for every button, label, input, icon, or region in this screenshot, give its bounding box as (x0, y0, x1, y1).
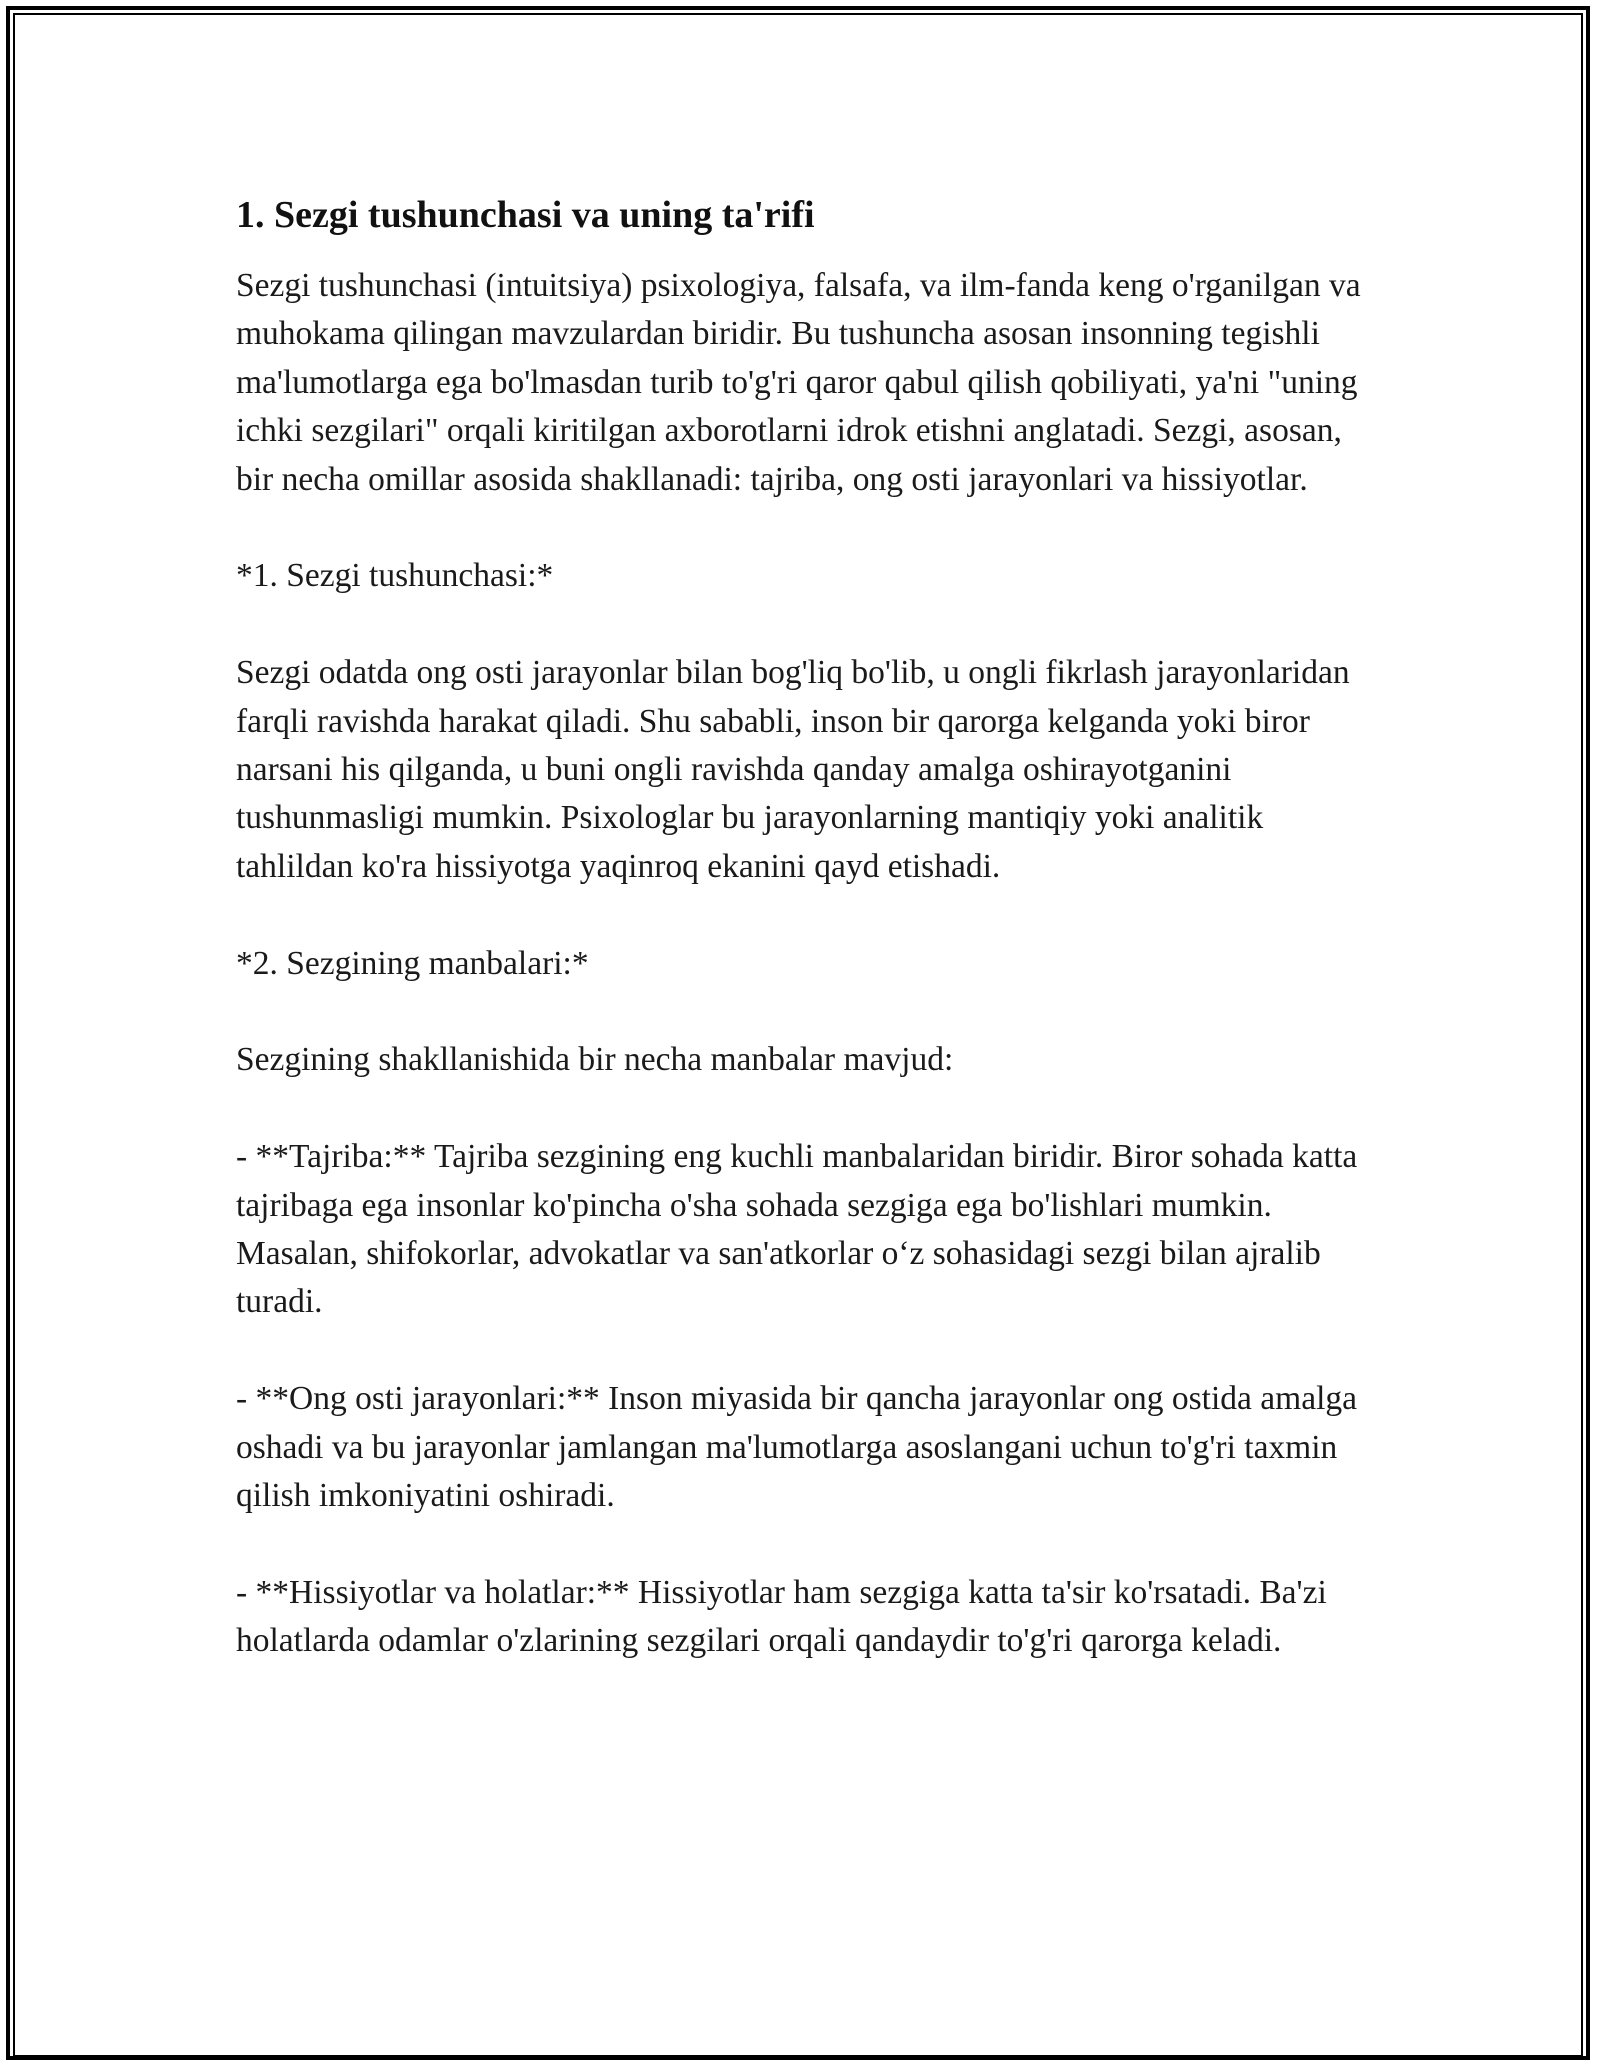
paragraph-gap (236, 504, 1366, 552)
section-heading-1: *1. Sezgi tushunchasi:* (236, 557, 554, 595)
sources-intro-paragraph: Sezgining shakllanishida bir necha manbalar mavjud: (236, 1041, 954, 1079)
paragraph-gap (236, 1085, 1366, 1133)
intro-paragraph: Sezgi tushunchasi (intuitsiya) psixologiya, falsafa, va ilm-fanda keng o'rganilgan va muhokama qilingan mavzulardan biridir. Bu tushuncha asosan insonning tegishli ma'lumotlarga ega bo'lmasdan turib to'g'ri qaror qabul qilish qobiliyati, ya'ni "uning ichki sezgilari" orqali kiritilgan axborotlarni idrok etishni anglatadi. Sezgi, asosan, bir necha omillar asosida shakllanadi: tajriba, ong osti jarayonlari va hissiyotlar. (236, 267, 1361, 498)
paragraph-gap (236, 891, 1366, 939)
paragraph-gap (236, 1520, 1366, 1568)
paragraph-gap (236, 601, 1366, 649)
section-1-paragraph: Sezgi odatda ong osti jarayonlar bilan bog'liq bo'lib, u ongli fikrlash jarayonlaridan farqli ravishda harakat qiladi. Shu sababli, inson bir qarorga kelganda yoki biror narsani his qilganda, u buni ongli ravishda qanday amalga oshirayotganini tushunmasligi mumkin. Psixologlar bu jarayonlarning mantiqiy yoki analitik tahlildan ko'ra hissiyotga yaqinroq ekanini qayd etishadi. (236, 654, 1350, 885)
document-title: 1. Sezgi tushunchasi va uning ta'rifi (236, 194, 815, 236)
list-item-hissiyotlar: - **Hissiyotlar va holatlar:** Hissiyotlar ham sezgiga katta ta'sir ko'rsatadi. Ba'zi holatlarda odamlar o'zlarining sezgilari orqali qandaydir to'g'ri qarorga keladi. (236, 1573, 1327, 1660)
list-item-tajriba: - **Tajriba:** Tajriba sezgining eng kuchli manbalaridan biridir. Biror sohada katta tajribaga ega insonlar ko'pincha o'sha sohada sezgiga ega bo'lishlari mumkin. Masalan, shifokorlar, advokatlar va san'atkorlar o‘z sohasidagi sezgi bilan ajralib turadi. (236, 1138, 1358, 1321)
section-heading-2: *2. Sezgining manbalari:* (236, 944, 589, 982)
paragraph-gap (236, 988, 1366, 1036)
list-item-ong-osti: - **Ong osti jarayonlari:** Inson miyasida bir qancha jarayonlar ong ostida amalga oshadi va bu jarayonlar jamlangan ma'lumotlarga asoslangani uchun to'g'ri taxmin qilish imkoniyatini oshiradi. (236, 1380, 1358, 1515)
document-body (236, 190, 1366, 1666)
paragraph-gap (236, 1327, 1366, 1375)
